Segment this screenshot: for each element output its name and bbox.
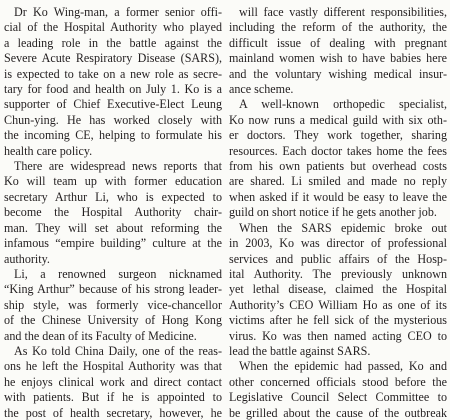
article-text-line: from his own patients but overhead costs [229,159,447,174]
article-text-line: other concerned officials stood before the [229,374,447,389]
article-text-line: Chun-ying. He has worked closely with [4,112,222,127]
article-text-line: er doctors. They work together, sharing [229,128,447,143]
article-paragraph [229,97,447,220]
article-text-line: ship style, was formerly vice-chancellor [4,297,222,312]
article-text-line: “King Arthur” because of his strong leader- [4,282,222,297]
article-text-line: including the reform of the authority, the [229,20,447,35]
article-text-line: mainland women wish to have babies here [229,51,447,66]
article-text-line: When the epidemic had passed, Ko and [239,359,447,374]
article-paragraph [4,267,222,344]
article-text-line: guild on short notice if he gets another job. [229,205,437,220]
article-text-line: man. They will set about reforming the [4,220,222,235]
article-paragraph [229,5,447,97]
article-paragraph [4,344,222,420]
article-text-line: ital Authority. The previously unknown [229,266,447,281]
article-text-line: tary for food and health on July 1. Ko is a [4,82,222,97]
article-text-line: A well-known orthopedic specialist, [239,97,447,112]
article-text-line: lead the battle against SARS. [229,343,371,358]
article-text-line: supporter of Chief Executive-Elect Leung [4,97,222,112]
article-text-line: is expected to take on a new role as secre- [4,66,222,81]
article-text-line: There are widespread news reports that [14,159,222,174]
article-text-line: victims after he fell sick of the mysterious [229,313,447,328]
article-text-line: ance scheme. [229,82,294,97]
article-text-line: authority. [4,251,50,266]
article-text-line: secretary Arthur Li, who is expected to [4,189,222,204]
article-text-line: As Ko told China Daily, one of the reas- [14,343,222,358]
article-text-line: of the Chinese University of Hong Kong [4,313,222,328]
article-text-line: infamous “empire building” culture at the [4,236,222,251]
article-text-line: are shared. Li smiled and made no reply [229,174,447,189]
article-text-line: services and public affairs of the Hosp- [229,251,447,266]
article-text-line: the incoming CE, helping to formulate his [4,128,222,143]
article-text-line: health care policy. [4,143,93,158]
article-text-line: resources. Each doctor takes home the fees [229,143,447,158]
article-text-line: Ko now runs a medical guild with six oth- [229,112,447,127]
article-text-line: Ko will team up with former education [4,174,222,189]
article-text-line: Li, a renowned surgeon nicknamed [14,266,222,281]
article-text-line: and the voluntary wishing medical insur- [229,66,447,81]
article-paragraph [229,359,447,420]
article-text-line: and the dean of its Faculty of Medicine. [4,328,197,343]
article-text-line: he enjoys clinical work and direct contact [4,374,222,389]
article-text-line: when asked if it would be easy to leave the [229,189,447,204]
article-text-line: difficult issue of dealing with pregnant [229,35,447,50]
article-text-line: become the Hospital Authority chair- [4,205,222,220]
article-text-line: cial of the Hospital Authority who played [4,20,222,35]
article-text-line: Authority’s CEO William Ho as one of its [229,297,447,312]
article-paragraph [4,159,222,267]
article-text-line: Dr Ko Wing-man, a former senior offi- [14,5,222,19]
article-paragraph [229,221,447,360]
article-text-line: will face vastly different responsibilities, [239,5,447,19]
article-text-line: virus. Ko was then named acting CEO to [229,328,447,343]
article-text-line: Legislative Council Select Committee to [229,390,447,405]
article-text-line: the post of health secretary, however, he [4,405,222,420]
article-text-line: Severe Acute Respiratory Disease (SARS), [4,51,222,66]
article-text-line: with patients. But if he is appointed to [4,390,222,405]
article-text-line: When the SARS epidemic broke out [239,220,447,235]
article-text-line: be grilled about the cause of the outbreak [229,405,447,420]
article-column-right [229,5,447,420]
article-text-line: ons he left the Hospital Authority was that [4,359,222,374]
article-column-left [4,5,222,420]
article-text-line: yet lethal disease, claimed the Hospital [229,282,447,297]
article-paragraph [4,5,222,159]
article-text-line: in 2003, Ko was director of professional [229,236,447,251]
article-text-line: a leading role in the battle against the [4,35,222,50]
